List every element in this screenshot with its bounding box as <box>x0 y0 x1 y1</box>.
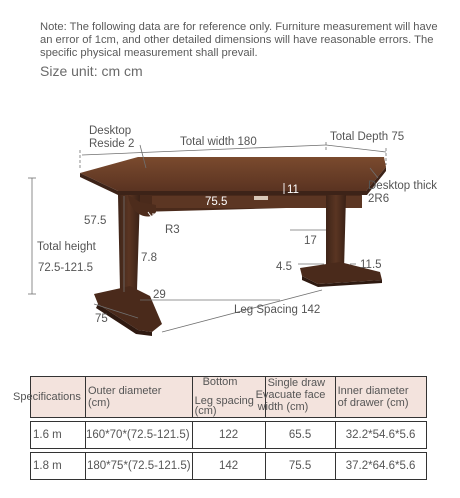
header-drawer-line1: Single draw <box>267 377 326 389</box>
row-inner: 32.2*54.6*5.6 <box>335 422 426 449</box>
leg-spacing-label: Leg Spacing 142 <box>234 304 321 316</box>
row-outer: 180*75*(72.5-121.5) <box>86 453 193 480</box>
total-height-label-1: Total height <box>37 241 96 253</box>
header-bottom-line1: Bottom <box>202 376 238 388</box>
row-leg-spacing: 142 <box>192 453 265 480</box>
header-outer-diameter <box>86 377 193 418</box>
header-bottom-line3: (cm) <box>194 405 217 417</box>
leg-width-label: 7.8 <box>141 252 157 264</box>
header-drawer-line2: Evacuate face <box>255 389 326 401</box>
row-outer: 160*70*(72.5-121.5) <box>86 422 193 449</box>
table-header-row <box>31 377 427 418</box>
header-specifications <box>13 377 86 418</box>
desktop-thick-label-1: Desktop thick <box>368 180 438 192</box>
row-size: 1.6 m <box>31 422 86 449</box>
foot-height-label: 17 <box>304 235 317 247</box>
radius-label: R3 <box>165 224 180 236</box>
table-row <box>31 453 427 480</box>
header-inner-diameter <box>335 377 426 418</box>
table-row <box>31 422 427 449</box>
drawer-height-label: 11 <box>287 184 299 196</box>
foot-depth-label: 29 <box>153 289 166 301</box>
header-outer-line2: (cm) <box>88 397 110 409</box>
header-specifications-text: Specifications <box>13 391 81 403</box>
header-leg-spacing <box>192 377 265 418</box>
total-width-label: Total width 180 <box>180 136 257 148</box>
header-bottom-line2: Leg spacing <box>194 395 254 407</box>
desktop-thick-label-2: 2R6 <box>368 193 390 205</box>
desktop-reside-label-1: Desktop <box>89 125 132 137</box>
drawer-width-label: 75.5 <box>205 196 228 208</box>
row-drawer-face: 65.5 <box>265 422 335 449</box>
depth-bottom-label: 75 <box>95 313 108 325</box>
row-size: 1.8 m <box>31 453 86 480</box>
reference-note: Note: The following data are for reference only. Furniture measurement will have an error of 1cm, and other detailed dimensions will have reasonable errors. The specific physical measurement shall prevail. <box>40 21 438 59</box>
foot-thickness-label: 4.5 <box>276 261 292 273</box>
foot-length-label: 11.5 <box>360 259 382 271</box>
desktop-reside-label-2: Reside 2 <box>89 138 135 150</box>
row-leg-spacing: 122 <box>192 422 265 449</box>
header-outer-line1: Outer diameter <box>88 385 162 397</box>
total-height-label-2: 72.5-121.5 <box>38 262 93 274</box>
row-inner: 37.2*64.6*5.6 <box>335 453 426 480</box>
desk-top <box>80 157 386 195</box>
header-drawer-face <box>255 377 335 418</box>
specification-table <box>13 376 427 480</box>
header-drawer-line3: width (cm) <box>257 401 309 413</box>
total-depth-label: Total Depth 75 <box>330 131 405 143</box>
header-inner-line2: of drawer (cm) <box>337 397 409 409</box>
under-height-label: 57.5 <box>84 215 107 227</box>
size-unit-label: Size unit: cm cm <box>40 63 143 79</box>
header-inner-line1: Inner diameter <box>337 385 409 397</box>
row-drawer-face: 75.5 <box>265 453 335 480</box>
